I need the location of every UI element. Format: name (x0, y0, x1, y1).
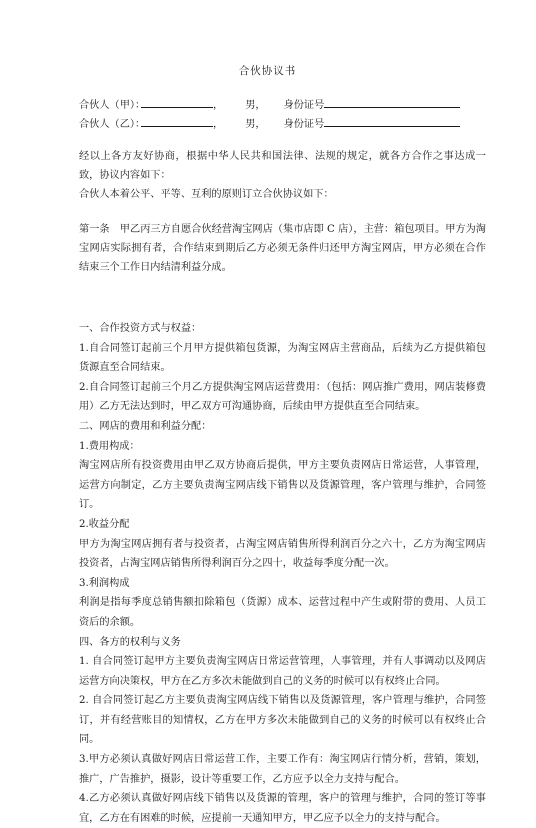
section-heading-investment: 一、合作投资方式与权益： (79, 323, 202, 334)
party-b-name-blank (141, 114, 213, 127)
document-title: 合伙协议书 (238, 65, 297, 77)
party-a-id-label: 身份证号 (283, 100, 325, 111)
party-a-sep: ， (213, 100, 224, 111)
party-a-label: 合伙人（甲）： (79, 100, 146, 111)
party-a-sex: 男， (245, 100, 266, 111)
clause-investment-2: 2.自合同签订起前三个月乙方提供淘宝网店运营费用：（包括：网店推广费用，网店装修费用）乙方无法达到时，甲乙双方可沟通协商，后续由甲方提供直至合同结束。 (79, 381, 486, 413)
section-heading-rights: 四、各方的权利与义务 (79, 636, 181, 648)
clause-rights-4: 4.乙方必须认真做好网店线下销售以及货源的管理，客户的管理与维护，合同的签订等事宜，乙方在有困难的时候，应提前一天通知甲方，甲乙应予以全力的支持与配合。 (79, 793, 486, 824)
intro-paragraph-1: 经以上各方友好协商，根据中华人民共和国法律、法规的规定，就各方合作之事达成一致，协议内容如下： (79, 151, 486, 181)
party-b-row (79, 114, 486, 133)
clause-profit-definition: 利润是指每季度总销售额扣除箱包（货源）成本、运营过程中产生或附带的费用、人员工资后的余额。 (79, 597, 486, 628)
subheading-cost-structure: 1.费用构成： (79, 440, 140, 452)
clause-investment-1: 1.自合同签订起前三个月甲方提供箱包货源，为淘宝网店主营商品，后续为乙方提供箱包货源直至合同结束。 (79, 342, 486, 374)
section-heading-costs: 二、网店的费用和利益分配： (79, 420, 212, 432)
clause-rights-3: 3.甲方必须认真做好网店日常运营工作，主要工作有：淘宝网店行情分析，营销，策划，推广，广告推护，摄影，设计等重要工作，乙方应予以全力支持与配合。 (79, 754, 486, 785)
article-1: 第一条 甲乙丙三方自愿合伙经营淘宝网店（集市店即 C 店），主营：箱包项目。甲方为淘宝网店实际拥有者，合作结束到期后乙方必须无条件归还甲方淘宝网店，甲方必须在合作结束三个工作日内结清利益分成。 (79, 224, 486, 273)
party-a-row (79, 95, 486, 114)
clause-rights-1: 1. 自合同签订起甲方主要负责淘宝网店日常运营管理，人事管理，并有人事调动以及网店运营方向决策权，甲方在乙方多次未能做到自己的义务的时候可以有权终止合同。 (79, 656, 486, 687)
intro-paragraph-2: 合伙人本着公平、平等、互利的原则订立合伙协议如下： (79, 189, 334, 200)
terms-body (79, 319, 486, 828)
subheading-profit-definition: 3.利润构成 (79, 577, 130, 589)
party-b-sex: 男， (245, 119, 266, 130)
clause-profit-distribution: 甲方为淘宝网店拥有者与投资者，占淘宝网店销售所得利润百分之六十，乙方为淘宝网店投资者，占淘宝网店销售所得利润百分之四十，收益每季度分配一次。 (79, 538, 486, 570)
party-a-id-blank (324, 95, 460, 108)
party-b-label: 合伙人（乙）： (79, 119, 146, 130)
party-b-id-blank (324, 114, 460, 127)
party-b-sep: ， (213, 119, 224, 130)
party-a-name-blank (141, 95, 213, 108)
party-b-id-label: 身份证号 (283, 119, 325, 130)
clause-cost-structure: 淘宝网店所有投资费用由甲乙双方协商后提供，甲方主要负责网店日常运营，人事管理，运营方向制定，乙方主要负责淘宝网店线下销售以及货源管理，客户管理与维护，合同签订。 (79, 460, 486, 511)
subheading-profit-distribution: 2.收益分配 (79, 518, 130, 530)
clause-rights-2: 2. 自合同签订起乙方主要负责淘宝网店线下销售以及货源管理，客户管理与维护，合同签订，并有经营账目的知情权，乙方在甲方多次未能做到自己的义务的时候可以有权终止合同。 (79, 695, 486, 746)
